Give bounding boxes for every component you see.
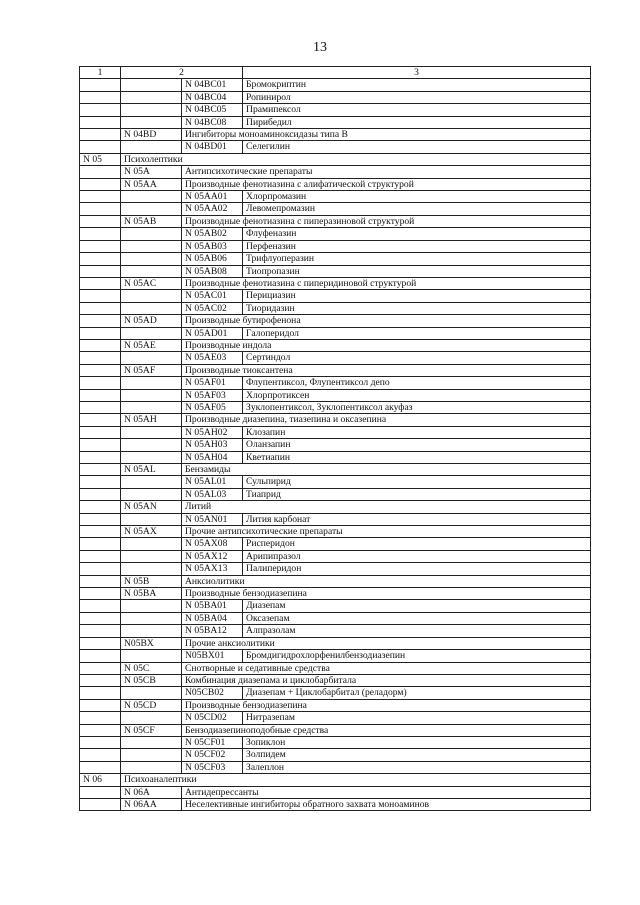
drug-name-cell: Тиоридазин	[243, 302, 591, 314]
empty-cell	[80, 141, 121, 153]
drug-name-cell: Оланзапин	[243, 439, 591, 451]
drug-name-cell: Снотворные и седативные средства	[182, 662, 591, 674]
empty-cell	[121, 79, 182, 91]
drug-name-cell: Ингибиторы моноаминоксидазы типа B	[182, 129, 591, 141]
empty-cell	[121, 327, 182, 339]
table-row	[80, 302, 591, 314]
atc-code-cell: N 04BC05	[182, 104, 243, 116]
empty-cell	[121, 302, 182, 314]
empty-cell	[121, 377, 182, 389]
empty-cell	[80, 749, 121, 761]
table-row	[80, 526, 591, 538]
empty-cell	[121, 563, 182, 575]
empty-cell	[121, 203, 182, 215]
atc-code-cell: N 05AF03	[182, 389, 243, 401]
table-row	[80, 377, 591, 389]
drug-name-cell: Прочие анксиолитики	[182, 637, 591, 649]
empty-cell	[80, 712, 121, 724]
atc-code-cell: N05BX	[121, 637, 182, 649]
empty-cell	[121, 451, 182, 463]
drug-name-cell: Психолептики	[121, 153, 591, 165]
table-row	[80, 401, 591, 413]
drug-name-cell: Антипсихотические препараты	[182, 166, 591, 178]
empty-cell	[80, 637, 121, 649]
drug-name-cell: Рисперидон	[243, 538, 591, 550]
empty-cell	[80, 166, 121, 178]
atc-code-cell: N 06A	[121, 786, 182, 798]
drug-name-cell: Галоперидол	[243, 327, 591, 339]
table-row	[80, 178, 591, 190]
empty-cell	[121, 650, 182, 662]
empty-cell	[80, 736, 121, 748]
empty-cell	[121, 290, 182, 302]
table-row	[80, 749, 591, 761]
drug-name-cell: Антидепрессанты	[182, 786, 591, 798]
drug-name-cell: Золпидем	[243, 749, 591, 761]
atc-code-cell: N 05AX08	[182, 538, 243, 550]
table-row	[80, 761, 591, 773]
empty-cell	[80, 526, 121, 538]
table-row	[80, 426, 591, 438]
empty-cell	[80, 290, 121, 302]
drug-name-cell: Левомепромазин	[243, 203, 591, 215]
empty-cell	[80, 79, 121, 91]
atc-code-cell: N 05A	[121, 166, 182, 178]
table-row	[80, 699, 591, 711]
drug-name-cell: Литий	[182, 501, 591, 513]
empty-cell	[80, 464, 121, 476]
empty-cell	[121, 439, 182, 451]
atc-code-cell: N 05AC	[121, 277, 182, 289]
empty-cell	[121, 240, 182, 252]
drug-name-cell: Бромокриптин	[243, 79, 591, 91]
empty-cell	[121, 91, 182, 103]
table-row	[80, 637, 591, 649]
empty-cell	[80, 129, 121, 141]
drug-name-cell: Залеплон	[243, 761, 591, 773]
empty-cell	[80, 563, 121, 575]
empty-cell	[80, 439, 121, 451]
drug-name-cell: Алпразолам	[243, 625, 591, 637]
table-row	[80, 352, 591, 364]
table-row	[80, 439, 591, 451]
atc-code-cell: N 05AA	[121, 178, 182, 190]
empty-cell	[80, 414, 121, 426]
empty-cell	[80, 625, 121, 637]
empty-cell	[80, 674, 121, 686]
atc-code-cell: N 05AX13	[182, 563, 243, 575]
empty-cell	[80, 476, 121, 488]
atc-code-cell: N 05AX	[121, 526, 182, 538]
empty-cell	[80, 662, 121, 674]
table-row	[80, 588, 591, 600]
table-row	[80, 662, 591, 674]
atc-code-cell: N 04BC08	[182, 116, 243, 128]
atc-code-cell: N 05AD01	[182, 327, 243, 339]
empty-cell	[80, 513, 121, 525]
drug-name-cell: Прочие антипсихотические препараты	[182, 526, 591, 538]
empty-cell	[80, 798, 121, 810]
drug-name-cell: Пирибедил	[243, 116, 591, 128]
drug-name-cell: Диазепам	[243, 600, 591, 612]
atc-code-cell: N 05AH	[121, 414, 182, 426]
header-col-2: 2	[121, 67, 243, 79]
empty-cell	[80, 786, 121, 798]
empty-cell	[80, 228, 121, 240]
table-row	[80, 116, 591, 128]
drug-name-cell: Перициазин	[243, 290, 591, 302]
drug-name-cell: Нитразепам	[243, 712, 591, 724]
empty-cell	[80, 761, 121, 773]
drug-name-cell: Комбинация диазепама и циклобарбитала	[182, 674, 591, 686]
atc-code-cell: N 05AB02	[182, 228, 243, 240]
drug-name-cell: Прамипексол	[243, 104, 591, 116]
atc-code-cell: N 05CF02	[182, 749, 243, 761]
atc-code-cell: N 05AC01	[182, 290, 243, 302]
atc-code-cell: N 06AA	[121, 798, 182, 810]
empty-cell	[121, 476, 182, 488]
drug-name-cell: Селегилин	[243, 141, 591, 153]
drug-name-cell: Производные фенотиазина с пиперазиновой структурой	[182, 215, 591, 227]
table-row	[80, 674, 591, 686]
empty-cell	[80, 451, 121, 463]
empty-cell	[121, 687, 182, 699]
empty-cell	[80, 377, 121, 389]
drug-name-cell: Ропинирол	[243, 91, 591, 103]
atc-code-cell: N 05CF	[121, 724, 182, 736]
atc-code-cell: N 05AL	[121, 464, 182, 476]
atc-code-cell: N 05AA01	[182, 191, 243, 203]
atc-code-cell: N 05AN	[121, 501, 182, 513]
atc-code-cell: N 05AH02	[182, 426, 243, 438]
empty-cell	[80, 364, 121, 376]
drug-name-cell: Производные бензодиазепина	[182, 699, 591, 711]
empty-cell	[121, 191, 182, 203]
drug-name-cell: Сульпирид	[243, 476, 591, 488]
empty-cell	[80, 699, 121, 711]
table-row	[80, 277, 591, 289]
atc-code-cell: N 05CF01	[182, 736, 243, 748]
header-col-1: 1	[80, 67, 121, 79]
atc-code-cell: N 05AL03	[182, 488, 243, 500]
atc-code-cell: N 05BA01	[182, 600, 243, 612]
empty-cell	[121, 736, 182, 748]
atc-code-cell: N 05AB06	[182, 253, 243, 265]
atc-code-cell: N 05AA02	[182, 203, 243, 215]
empty-cell	[121, 104, 182, 116]
atc-code-cell: N 05B	[121, 575, 182, 587]
empty-cell	[121, 600, 182, 612]
atc-code-cell: N05BX01	[182, 650, 243, 662]
drug-name-cell: Тиаприд	[243, 488, 591, 500]
empty-cell	[80, 612, 121, 624]
empty-cell	[121, 488, 182, 500]
drug-name-cell: Бензамиды	[182, 464, 591, 476]
table-row	[80, 228, 591, 240]
table-row	[80, 389, 591, 401]
empty-cell	[121, 625, 182, 637]
empty-cell	[80, 104, 121, 116]
table-row	[80, 513, 591, 525]
empty-cell	[121, 116, 182, 128]
empty-cell	[121, 228, 182, 240]
drug-name-cell: Кветиапин	[243, 451, 591, 463]
atc-code-cell: N 05AF01	[182, 377, 243, 389]
table-row	[80, 290, 591, 302]
empty-cell	[80, 687, 121, 699]
drug-name-cell: Производные бутирофенона	[182, 315, 591, 327]
drug-name-cell: Производные тиоксантена	[182, 364, 591, 376]
drug-name-cell: Сертиндол	[243, 352, 591, 364]
drug-name-cell: Зуклопентиксол, Зуклопентиксол акуфаз	[243, 401, 591, 413]
table-row	[80, 203, 591, 215]
drug-name-cell: Хлорпротиксен	[243, 389, 591, 401]
atc-code-cell: N 05AB08	[182, 265, 243, 277]
empty-cell	[80, 724, 121, 736]
drug-name-cell: Производные фенотиазина с пиперидиновой структурой	[182, 277, 591, 289]
drug-name-cell: Зопиклон	[243, 736, 591, 748]
drug-name-cell: Клозапин	[243, 426, 591, 438]
atc-code-cell: N 05C	[121, 662, 182, 674]
drug-name-cell: Бромдигидрохлорфенилбензодиазепин	[243, 650, 591, 662]
table-row	[80, 253, 591, 265]
atc-code-cell: N 05AH04	[182, 451, 243, 463]
header-col-3: 3	[243, 67, 591, 79]
atc-code-cell: N 06	[80, 774, 121, 786]
empty-cell	[80, 116, 121, 128]
empty-cell	[80, 401, 121, 413]
table-row	[80, 240, 591, 252]
empty-cell	[80, 265, 121, 277]
table-row	[80, 501, 591, 513]
drug-name-cell: Флупентиксол, Флупентиксол депо	[243, 377, 591, 389]
empty-cell	[80, 538, 121, 550]
empty-cell	[80, 302, 121, 314]
drug-name-cell: Палиперидон	[243, 563, 591, 575]
drug-name-cell: Диазепам + Циклобарбитал (реладорм)	[243, 687, 591, 699]
empty-cell	[80, 501, 121, 513]
empty-cell	[80, 600, 121, 612]
empty-cell	[121, 141, 182, 153]
table-row	[80, 451, 591, 463]
atc-code-cell: N 05	[80, 153, 121, 165]
atc-code-cell: N 05AF	[121, 364, 182, 376]
drug-name-cell: Хлорпромазин	[243, 191, 591, 203]
empty-cell	[121, 253, 182, 265]
table-row	[80, 712, 591, 724]
atc-code-cell: N 04BC01	[182, 79, 243, 91]
table-row	[80, 488, 591, 500]
empty-cell	[121, 389, 182, 401]
table-row	[80, 364, 591, 376]
empty-cell	[80, 315, 121, 327]
atc-code-cell: N 05BA12	[182, 625, 243, 637]
empty-cell	[80, 575, 121, 587]
atc-code-cell: N 05AH03	[182, 439, 243, 451]
empty-cell	[80, 488, 121, 500]
table-row	[80, 550, 591, 562]
table-row	[80, 414, 591, 426]
atc-code-cell: N 05AF05	[182, 401, 243, 413]
empty-cell	[80, 178, 121, 190]
page-number: 13	[313, 40, 327, 55]
table-row	[80, 327, 591, 339]
table-row	[80, 650, 591, 662]
drug-name-cell: Производные бензодиазепина	[182, 588, 591, 600]
empty-cell	[121, 352, 182, 364]
atc-code-cell: N 05BA04	[182, 612, 243, 624]
table-row	[80, 724, 591, 736]
atc-code-cell: N 04BD	[121, 129, 182, 141]
drug-name-cell: Тиопропазин	[243, 265, 591, 277]
drug-name-cell: Анксиолитики	[182, 575, 591, 587]
atc-code-cell: N 05CF03	[182, 761, 243, 773]
table-row	[80, 104, 591, 116]
drug-name-cell: Лития карбонат	[243, 513, 591, 525]
atc-code-cell: N 05CD02	[182, 712, 243, 724]
atc-code-cell: N 05CB	[121, 674, 182, 686]
table-row	[80, 600, 591, 612]
table-row	[80, 798, 591, 810]
empty-cell	[121, 426, 182, 438]
drug-name-cell: Производные индола	[182, 339, 591, 351]
atc-code-cell: N 05AC02	[182, 302, 243, 314]
table-row	[80, 464, 591, 476]
empty-cell	[80, 253, 121, 265]
atc-code-cell: N 05AE	[121, 339, 182, 351]
empty-cell	[121, 513, 182, 525]
table-row	[80, 153, 591, 165]
table-row	[80, 774, 591, 786]
drug-name-cell: Бензодиазепиноподобные средства	[182, 724, 591, 736]
drug-name-cell: Арипипразол	[243, 550, 591, 562]
drug-name-cell: Производные диазепина, тиазепина и оксазепина	[182, 414, 591, 426]
table-row	[80, 79, 591, 91]
empty-cell	[121, 612, 182, 624]
empty-cell	[80, 203, 121, 215]
atc-code-cell: N 05AB	[121, 215, 182, 227]
table-row	[80, 476, 591, 488]
atc-code-cell: N 05AN01	[182, 513, 243, 525]
atc-code-cell: N 05BA	[121, 588, 182, 600]
table-body	[80, 67, 591, 811]
atc-code-cell: N 05AB03	[182, 240, 243, 252]
empty-cell	[80, 550, 121, 562]
empty-cell	[121, 550, 182, 562]
empty-cell	[80, 91, 121, 103]
atc-code-cell: N05CB02	[182, 687, 243, 699]
empty-cell	[80, 339, 121, 351]
atc-classification-table	[79, 66, 591, 811]
table-row	[80, 625, 591, 637]
empty-cell	[121, 749, 182, 761]
empty-cell	[80, 352, 121, 364]
table-row	[80, 129, 591, 141]
table-row	[80, 563, 591, 575]
atc-code-cell: N 05AE03	[182, 352, 243, 364]
empty-cell	[80, 215, 121, 227]
header-row	[80, 67, 591, 79]
atc-code-cell: N 05AL01	[182, 476, 243, 488]
empty-cell	[121, 401, 182, 413]
empty-cell	[80, 588, 121, 600]
empty-cell	[121, 761, 182, 773]
atc-code-cell: N 05AD	[121, 315, 182, 327]
empty-cell	[80, 327, 121, 339]
table-row	[80, 538, 591, 550]
drug-name-cell: Перфеназин	[243, 240, 591, 252]
empty-cell	[121, 265, 182, 277]
table-row	[80, 315, 591, 327]
table-row	[80, 786, 591, 798]
drug-name-cell: Неселективные ингибиторы обратного захвата моноаминов	[182, 798, 591, 810]
empty-cell	[121, 538, 182, 550]
drug-name-cell: Производные фенотиазина с алифатической структурой	[182, 178, 591, 190]
table-row	[80, 339, 591, 351]
empty-cell	[80, 389, 121, 401]
drug-name-cell: Трифлуоперазин	[243, 253, 591, 265]
atc-code-cell: N 04BC04	[182, 91, 243, 103]
empty-cell	[80, 240, 121, 252]
table-row	[80, 91, 591, 103]
drug-name-cell: Оксазепам	[243, 612, 591, 624]
atc-code-cell: N 04BD01	[182, 141, 243, 153]
empty-cell	[80, 191, 121, 203]
table-row	[80, 575, 591, 587]
table-row	[80, 736, 591, 748]
atc-code-cell: N 05AX12	[182, 550, 243, 562]
empty-cell	[80, 650, 121, 662]
table-row	[80, 265, 591, 277]
atc-code-cell: N 05CD	[121, 699, 182, 711]
table-row	[80, 687, 591, 699]
table-row	[80, 166, 591, 178]
empty-cell	[80, 277, 121, 289]
table-row	[80, 612, 591, 624]
empty-cell	[80, 426, 121, 438]
table-row	[80, 191, 591, 203]
table-row	[80, 215, 591, 227]
table-row	[80, 141, 591, 153]
drug-name-cell: Флуфеназин	[243, 228, 591, 240]
empty-cell	[121, 712, 182, 724]
drug-name-cell: Психоаналептики	[121, 774, 591, 786]
